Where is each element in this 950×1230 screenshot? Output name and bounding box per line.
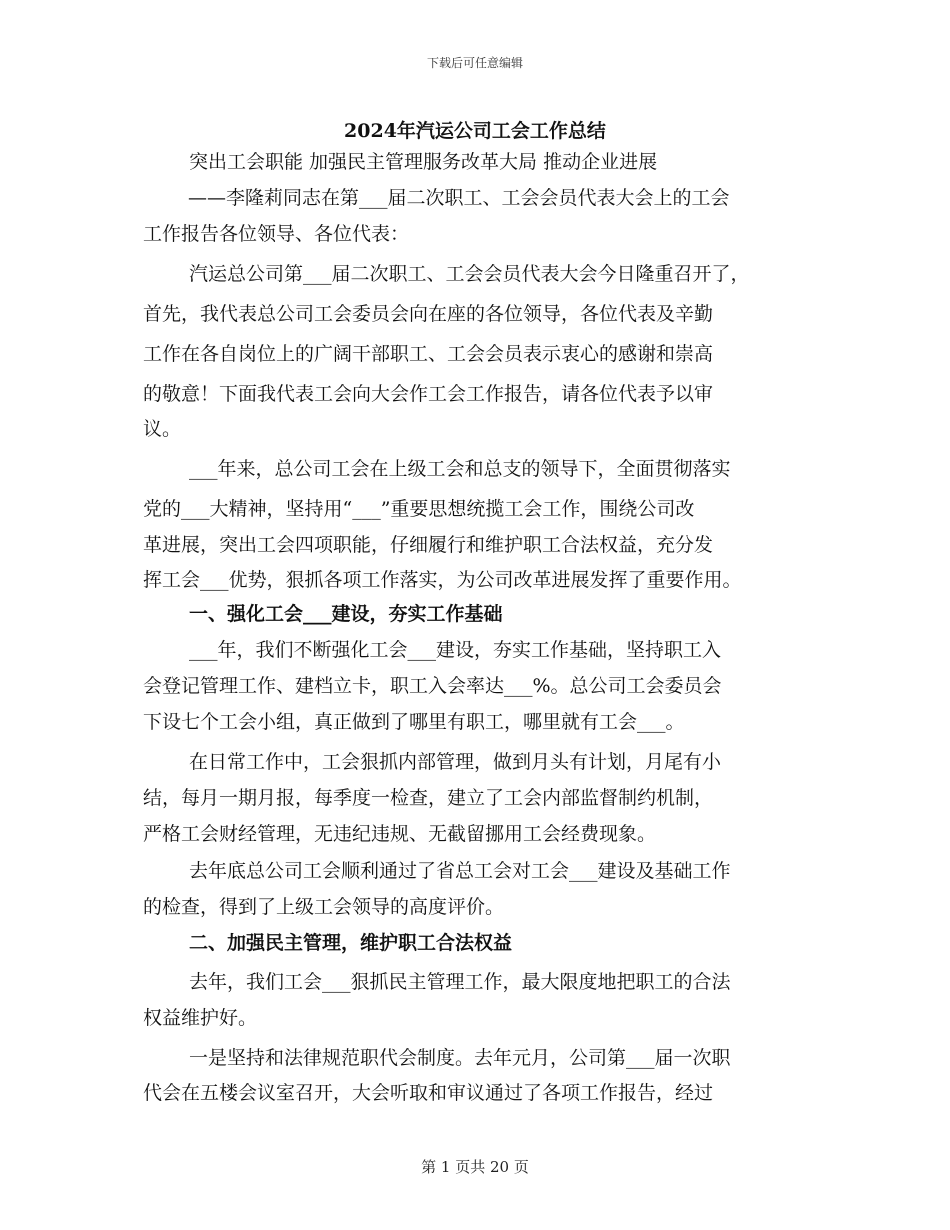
salutation-line: 工作报告各位领导、各位代表：	[143, 223, 410, 245]
body-text-line: 在日常工作中，工会狠抓内部管理，做到月头有计划，月尾有小	[189, 751, 722, 773]
body-text-line: 挥工会___优势，狠抓各项工作落实，为公司改革进展发挥了重要作用。	[143, 569, 742, 591]
body-text-line: 的检查，得到了上级工会领导的高度评价。	[143, 896, 505, 918]
body-text-line: 的敬意！下面我代表工会向大会作工会工作报告，请各位代表予以审	[143, 383, 714, 405]
body-text-line: 党的___大精神，坚持用“___”重要思想统揽工会工作，围绕公司改	[143, 498, 695, 520]
document-title: 2024年汽运公司工会工作总结	[344, 120, 606, 142]
body-text-line: 结，每月一期月报，每季度一检查，建立了工会内部监督制约机制，	[143, 787, 714, 809]
body-text-line: ___年，我们不断强化工会___建设，夯实工作基础，坚持职工入	[189, 639, 722, 661]
header-note: 下载后可任意编辑	[426, 56, 523, 70]
body-text-line: 工作在各自岗位上的广阔干部职工、工会会员表示衷心的感谢和崇高	[143, 343, 714, 365]
reporter-line: ——李隆莉同志在第___届二次职工、工会会员代表大会上的工会	[188, 187, 730, 209]
body-text-line: 汽运总公司第___届二次职工、工会会员代表大会今日隆重召开了，	[189, 263, 750, 285]
body-text-line: 去年，我们工会___狠抓民主管理工作，最大限度地把职工的合法	[189, 971, 731, 993]
page-footer: 第 1 页共 20 页	[421, 1158, 529, 1176]
body-text-line: 会登记管理工作、建档立卡，职工入会率达___%。总公司工会委员会	[143, 675, 722, 697]
body-text-line: 首先，我代表总公司工会委员会向在座的各位领导，各位代表及辛勤	[143, 303, 714, 325]
body-text-line: 议。	[143, 418, 182, 440]
body-text-line: 权益维护好。	[143, 1007, 258, 1029]
subtitle-line: 突出工会职能 加强民主管理服务改革大局 推动企业进展	[189, 151, 658, 173]
section-heading-1: 一、强化工会___建设，夯实工作基础	[189, 603, 503, 625]
body-text-line: 代会在五楼会议室召开，大会听取和审议通过了各项工作报告，经过	[143, 1082, 714, 1104]
body-text-line: 革进展，突出工会四项职能，仔细履行和维护职工合法权益，充分发	[143, 534, 714, 556]
body-text-line: 一是坚持和法律规范职代会制度。去年元月，公司第___届一次职	[189, 1047, 731, 1069]
body-text-line: ___年来，总公司工会在上级工会和总支的领导下，全面贯彻落实	[189, 458, 731, 480]
section-heading-2: 二、加强民主管理，维护职工合法权益	[189, 932, 513, 954]
body-text-line: 严格工会财经管理，无违纪违规、无截留挪用工会经费现象。	[143, 823, 657, 845]
body-text-line: 下设七个工会小组，真正做到了哪里有职工，哪里就有工会___。	[143, 711, 685, 733]
body-text-line: 去年底总公司工会顺利通过了省总工会对工会___建设及基础工作	[189, 860, 731, 882]
